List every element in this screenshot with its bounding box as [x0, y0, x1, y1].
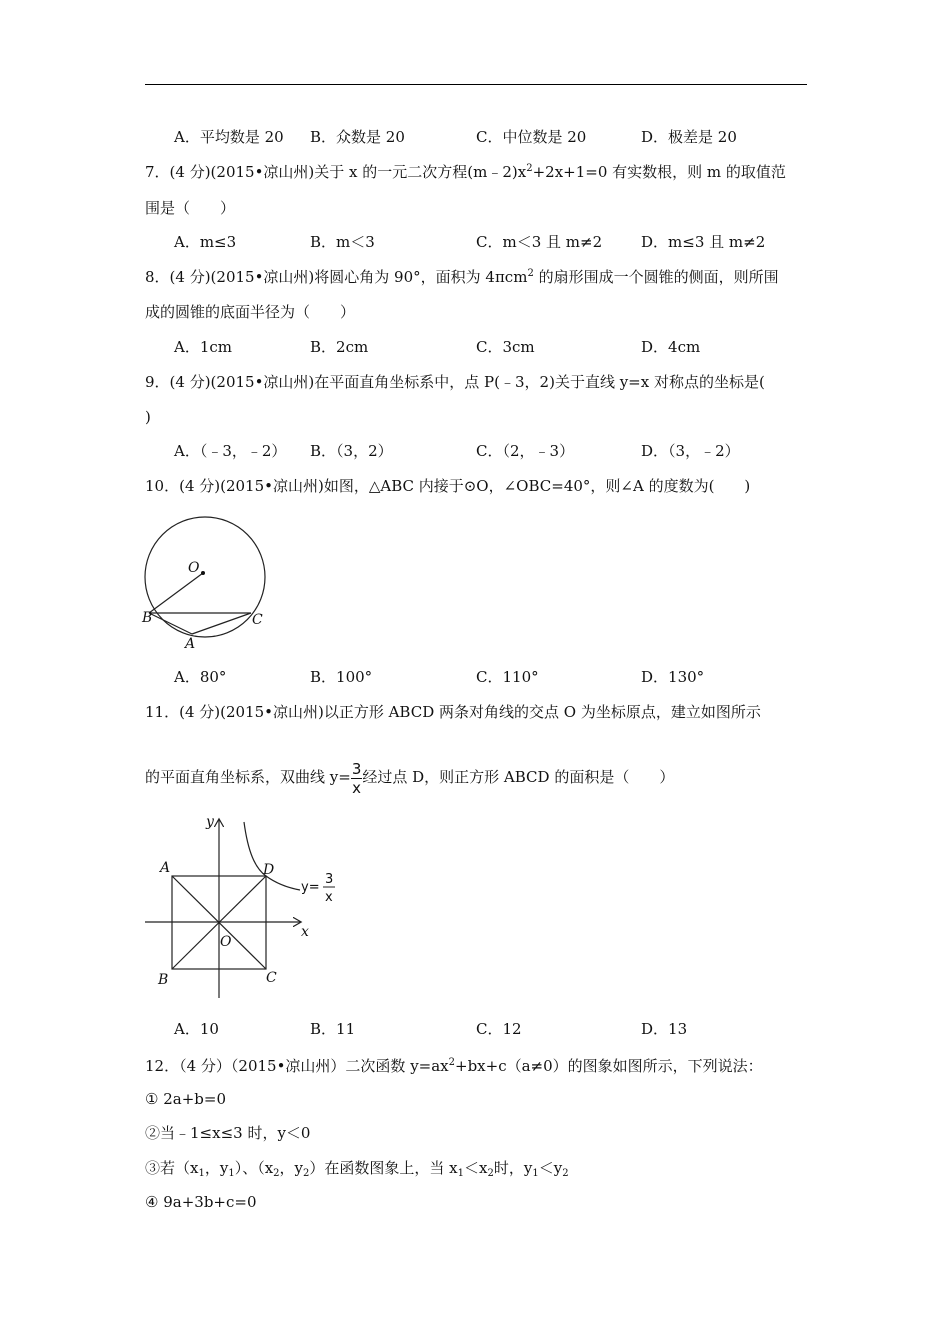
q7-option-c[interactable]: C．m＜3 且 m≠2	[476, 233, 603, 251]
q9-stem-line2: )	[145, 408, 151, 426]
q11-label-c: C	[266, 970, 277, 986]
q8-options	[174, 337, 814, 357]
q12-stem: 12．（4 分）（2015•凉山州）二次函数 $y=ax^2+bx+c(a\ne 0)$的图象如图所示，下列说法：	[145, 1057, 763, 1075]
q11-label-x: x	[301, 924, 309, 940]
q11-curve-label: y=	[301, 880, 320, 895]
q6-option-a[interactable]: A．平均数是 20	[174, 128, 284, 146]
q10-stem: 10．(4 分)(2015•凉山州)如图，△ABC 内接于⊙O，∠OBC=40°，则∠A 的度数为( )	[145, 477, 751, 495]
q8-option-c[interactable]: C．3cm	[476, 338, 535, 356]
q10-option-b[interactable]: B．100°	[310, 668, 373, 686]
q11-option-d[interactable]: D．13	[641, 1020, 688, 1038]
q11-label-a: A	[160, 860, 171, 876]
q7-option-a[interactable]: A．m≤3	[174, 233, 237, 251]
q11-hyperbola	[244, 822, 300, 890]
q10-option-c[interactable]: C．110°	[476, 668, 539, 686]
q10-segment-ob	[149, 573, 203, 613]
q10-circle	[145, 517, 265, 637]
q11-curve-label-den: x	[325, 890, 333, 905]
q6-option-d[interactable]: D．极差是 20	[641, 128, 737, 146]
q9-option-b[interactable]: B．（3，2）	[310, 442, 393, 460]
q11-label-o: O	[220, 934, 232, 950]
q10-label-b: B	[142, 610, 153, 626]
q10-label-c: C	[252, 612, 263, 628]
header-rule	[145, 84, 807, 85]
q12-statement-4: ④ 9a+3b+c=0	[145, 1193, 257, 1211]
q11-fraction: $\frac{3}{x}$	[351, 759, 362, 797]
q6-option-c[interactable]: C．中位数是 20	[476, 128, 587, 146]
q11-label-b: B	[158, 972, 169, 988]
q8-option-b[interactable]: B．2cm	[310, 338, 369, 356]
q9-options	[174, 441, 814, 461]
q9-option-d[interactable]: D．（3，﹣2）	[641, 442, 740, 460]
q10-label-a: A	[185, 636, 196, 652]
q11-stem-line1: 11．(4 分)(2015•凉山州)以正方形 ABCD 两条对角线的交点 O 为坐标原点，建立如图所示	[145, 703, 761, 721]
q11-label-d: D	[263, 862, 275, 878]
q8-stem-line2: 成的圆锥的底面半径为（ ）	[145, 303, 356, 321]
q11-curve-label-num: 3	[325, 872, 334, 887]
q8-option-a[interactable]: A．1cm	[174, 338, 233, 356]
q11-option-a[interactable]: A．10	[174, 1020, 219, 1038]
q10-label-o: O	[188, 560, 200, 576]
q7-option-b[interactable]: B．m＜3	[310, 233, 375, 251]
q9-option-a[interactable]: A．（﹣3，﹣2）	[174, 442, 287, 460]
q9-option-c[interactable]: C．（2，﹣3）	[476, 442, 575, 460]
q10-option-a[interactable]: A．80°	[174, 668, 227, 686]
q12-statement-3: ③若（$x_1$，$y_1$）、（$x_2$，$y_2$）在函数图象上，当 $x_1<x_2$时，$y_1<y_2$	[145, 1159, 569, 1179]
q10-center-dot	[201, 571, 205, 575]
q10-options	[174, 667, 814, 687]
q11-option-c[interactable]: C．12	[476, 1020, 522, 1038]
q11-square-figure	[145, 812, 345, 1002]
q10-option-d[interactable]: D．130°	[641, 668, 705, 686]
q7-stem-line2: 围是（ ）	[145, 199, 236, 217]
q10-segment-ba	[149, 613, 192, 634]
q11-option-b[interactable]: B．11	[310, 1020, 356, 1038]
q7-options	[174, 232, 814, 252]
q7-option-d[interactable]: D．m≤3 且 m≠2	[641, 233, 766, 251]
q8-stem-line1: 8．(4 分)(2015•凉山州)将圆心角为 90°，面积为 4πcm$^2$ 的扇形围成一个圆锥的侧面，则所围	[145, 268, 779, 286]
q11-stem-line2: 的平面直角坐标系，双曲线 y= $\frac{3}{x}$ 经过点 D，则正方形 ABCD 的面积是（ ）	[145, 759, 675, 797]
q7-stem-line1: 7．(4 分)(2015•凉山州)关于 x 的一元二次方程$(m﹣2)x^2+2x+1=0$ 有实数根，则 m 的取值范	[145, 163, 786, 181]
q10-circle-figure	[140, 505, 275, 650]
q11-label-y: y	[206, 814, 214, 830]
q12-statement-1: ① 2a+b=0	[145, 1090, 226, 1108]
q9-stem-line1: 9．(4 分)(2015•凉山州)在平面直角坐标系中，点 P(﹣3，2)关于直线 y=x 对称点的坐标是(	[145, 373, 765, 391]
q12-statement-2: ②当﹣1≤x≤3 时，y＜0	[145, 1124, 311, 1142]
q11-options	[174, 1019, 814, 1039]
q6-option-b[interactable]: B．众数是 20	[310, 128, 405, 146]
q8-option-d[interactable]: D．4cm	[641, 338, 701, 356]
q6-options	[174, 127, 814, 147]
